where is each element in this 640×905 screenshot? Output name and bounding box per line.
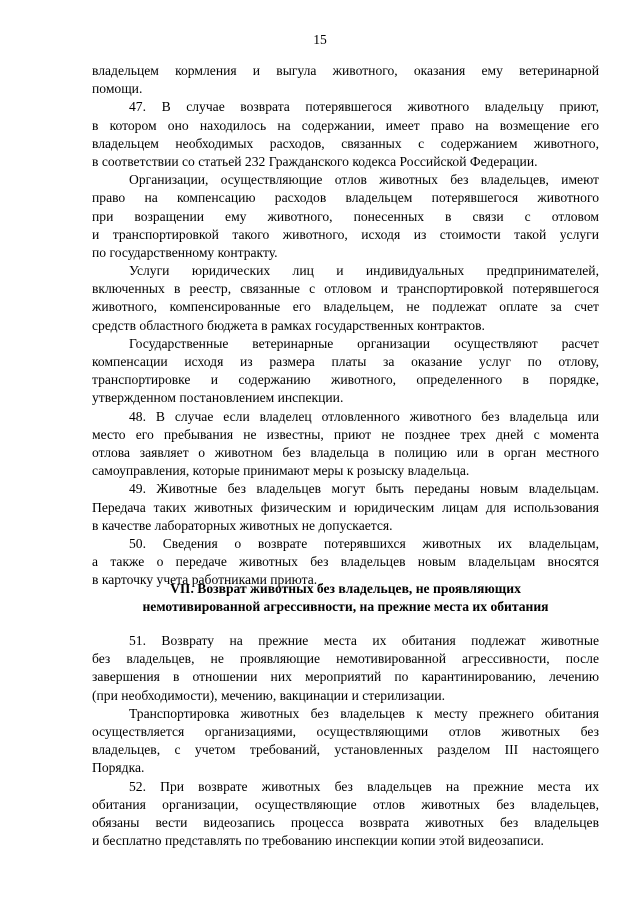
text-line: Услуги юридических лиц и индивидуальных предпринимателей, — [129, 263, 599, 279]
text-line: средств областного бюджета в рамках государственных контрактов. — [92, 317, 485, 333]
paragraph — [92, 705, 599, 778]
text-line: компенсации исходя из размера платы за оказание услуг по отлову, — [92, 354, 599, 369]
text-line: отлова заявляет о животном без владельца в полицию или в орган местного — [92, 444, 599, 460]
text-line: 50. Сведения о возврате потерявшихся животных их владельцам, — [129, 535, 599, 551]
text-line: включенных в реестр, связанные с отловом и транспортировкой потерявшегося — [92, 281, 599, 297]
text-line: 51. Возврату на прежние места их обитания подлежат животные — [129, 633, 599, 648]
text-line: место его пребывания не известны, приют не позднее трех дней с момента — [92, 426, 599, 442]
text-line: в качестве лабораторных животных не допускается. — [92, 517, 393, 533]
text-line: право на компенсацию расходов владельцем потерявшегося животного — [92, 190, 599, 206]
text-line: и бесплатно представлять по требованию инспекции копии этой видеозаписи. — [92, 833, 544, 849]
paragraph — [92, 408, 599, 481]
paragraph — [92, 98, 599, 171]
text-line: по государственному контракту. — [92, 244, 278, 260]
text-line: 49. Животные без владельцев могут быть переданы новым владельцам. — [129, 481, 599, 497]
text-line: владельцем необходимых расходов, связанных с содержанием животного, — [92, 135, 599, 151]
paragraph — [92, 335, 599, 408]
text-line: в карточку учета работниками приюта. — [92, 572, 318, 588]
paragraph — [92, 632, 599, 705]
text-line: 48. В случае если владелец отловленного животного без владельца или — [129, 408, 599, 424]
paragraph — [92, 62, 599, 98]
text-line: без владельцев, не проявляющие немотивированной агрессивности, после — [92, 651, 599, 667]
text-line: утвержденном постановлением инспекции. — [92, 390, 344, 406]
text-line: владельцем кормления и выгула животного, оказания ему ветеринарной — [92, 63, 599, 78]
text-line: 52. При возврате животных без владельцев на прежние места их — [129, 778, 599, 794]
text-line: Организации, осуществляющие отлов животных без владельцев, имеют — [129, 172, 599, 188]
paragraph — [92, 778, 599, 851]
section-heading-block — [92, 580, 599, 616]
paragraph — [92, 262, 599, 335]
body-text-top — [92, 62, 599, 589]
text-line: и транспортировкой такого животного, исходя из стоимости такой услуги — [92, 226, 599, 242]
text-line: завершения в отношении них мероприятий по карантинированию, лечению — [92, 669, 599, 685]
text-line: 47. В случае возврата потерявшегося животного владельцу приют, — [129, 99, 599, 115]
heading-line: немотивированной агрессивности, на прежние места их обитания — [142, 599, 549, 615]
text-line: при возращении ему животного, понесенных в связи с отловом — [92, 208, 599, 224]
section-heading — [92, 580, 599, 616]
text-line: Транспортировка животных без владельцев к месту прежнего обитания — [129, 705, 599, 721]
text-line: помощи. — [92, 81, 143, 97]
text-line: (при необходимости), мечению, вакцинации и стерилизации. — [92, 687, 446, 703]
text-line: обязаны вести видеозапись процесса возврата животных без владельцев — [92, 814, 599, 830]
heading-line: VII. Возврат животных без владельцев, не проявляющих — [170, 581, 521, 596]
text-line: Государственные ветеринарные организации осуществляют расчет — [129, 335, 599, 351]
paragraph — [92, 480, 599, 535]
text-line: а также о передаче животных без владельцев новым владельцам вносятся — [92, 554, 599, 570]
text-line: осуществляется организациями, осуществляющими отлов животных без — [92, 723, 599, 739]
text-line: обитания организации, осуществляющие отлов животных без владельцев, — [92, 796, 599, 812]
text-line: в соответствии со статьей 232 Гражданского кодекса Российской Федерации. — [92, 153, 538, 169]
text-line: в котором оно находилось на содержании, имеет право на возмещение его — [92, 117, 599, 133]
text-line: владельцев, с учетом требований, установленных разделом III настоящего — [92, 742, 599, 758]
text-line: животного, компенсированные его владельцем, не подлежат оплате за счет — [92, 299, 599, 315]
text-line: транспортировке и содержанию животного, определенного в порядке, — [92, 372, 599, 388]
text-line: Порядка. — [92, 760, 145, 776]
text-line: Передача таких животных физическим и юридическим лицам для использования — [92, 499, 599, 515]
page-number: 15 — [313, 32, 327, 47]
text-line: самоуправления, которые принимают меры к розыску владельца. — [92, 463, 470, 479]
paragraph — [92, 171, 599, 262]
body-text-bottom — [92, 632, 599, 850]
